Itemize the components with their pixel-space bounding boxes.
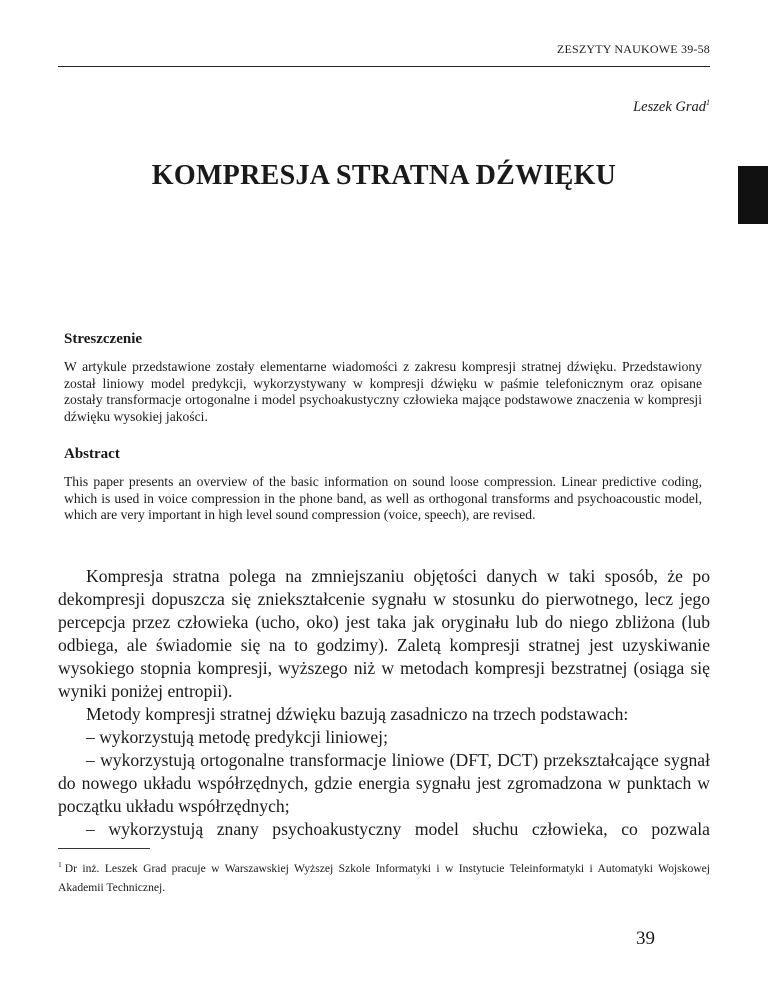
author-footnote-marker: 1 — [706, 98, 710, 107]
author-name: Leszek Grad — [633, 98, 706, 115]
footnote — [58, 855, 710, 897]
summary-pl-heading: Streszczenie — [64, 331, 143, 347]
author-line — [58, 98, 710, 116]
body-paragraph: Metody kompresji stratnej dźwięku bazują zasadniczo na trzech podstawach: — [86, 704, 629, 724]
header-rule — [58, 66, 710, 67]
body-list-item: – wykorzystują znany psychoakustyczny model słuchu człowieka, co pozwala — [86, 819, 710, 839]
summary-pl-text: W artykule przedstawione zostały elementarne wiadomości z zakresu kompresji stratnej dźwięku. Przedstawiony został liniowy model predykcji, wykorzystywany w kompresji dźwięku w paśmie telefonicznym oraz opisane zostały transformacje ortogonalne i model psychoakustyczny człowieka mające podstawowe znaczenia w kompresji dźwięku wysokiej jakości. — [64, 359, 702, 424]
body-paragraph: Kompresja stratna polega na zmniejszaniu objętości danych w taki sposób, że po dekompresji dopuszcza się zniekształcenie sygnału w stosunku do pierwotnego, lecz jego percepcja przez człowieka (ucho, oko) jest taka jak oryginału lub do niego zbliżona (lub odbiega, ale świadomie się na to godzimy). Zaletą kompresji stratnej jest uzyskiwanie wysokiego stopnia kompresji, wyższego niż w metodach kompresji bezstratnej (osiąga się wyniki poniżej entropii). — [58, 566, 710, 701]
running-head: ZESZYTY NAUKOWE 39-58 — [556, 42, 710, 56]
thumb-index-tab — [738, 166, 768, 224]
body-text — [58, 565, 710, 841]
abstract-text: This paper presents an overview of the basic information on sound loose compression. Linear predictive coding, which is used in voice compression in the phone band, as well as orthogonal transforms and psychoacoustic model, which are very important in high level sound compression (voice, speech), are revised. — [64, 474, 702, 522]
body-list-item: – wykorzystują metodę predykcji liniowej; — [86, 727, 388, 747]
article-title: KOMPRESJA STRATNA DŹWIĘKU — [151, 160, 617, 191]
footnote-rule — [58, 848, 150, 849]
abstract-heading: Abstract — [64, 446, 120, 462]
body-list-item: – wykorzystują ortogonalne transformacje liniowe (DFT, DCT) przekształcające sygnał do nowego układu współrzędnych, gdzie energia sygnału jest zgromadzona w punktach w początku układu współrzędnych; — [58, 750, 710, 816]
page-number: 39 — [636, 928, 655, 949]
footnote-marker: 1 — [58, 860, 62, 869]
footnote-text: Dr inż. Leszek Grad pracuje w Warszawskiej Wyższej Szkole Informatyki i w Instytucie Teleinformatyki i Automatyki Wojskowej Akademii Technicznej. — [58, 861, 710, 894]
